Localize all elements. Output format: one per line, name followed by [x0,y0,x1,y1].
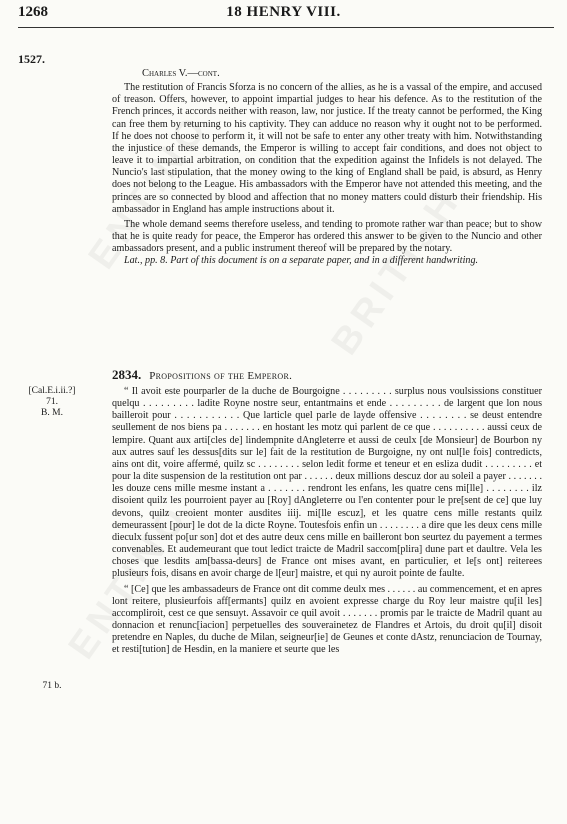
header-rule [18,27,554,28]
side-ref: [Cal.E.i.ii.?] [28,386,76,396]
paragraph: “ [Ce] que les ambassadeurs de France ont dit comme deulx mes . . . . . . au commencement, et en apres lont reitere, plusieurfois aff[ermants] quilz en avoient expresse charge du Roy leur maistre qu[il les] accompliroit, cest ce que sensuyt. Assavoir ce quil avoit . . . . . . . promis par le traicte de Madril quant au donnacion et renunc[iacion] perpetuelles des souverainetez de Flandres et Artois, du droit qu[il] disoit pretendre en Naples, du duche de Milan, seigneur[ie] de Geunes et conte dAstz, renunciacion de Tournay, et resti[tution] de Hesdin, en la maniere et seurte que les [112,583,542,656]
source-note: Lat., pp. 8. Part of this document is on a separate paper, and in a different handwriting. [124,255,479,267]
entry-text [112,386,542,656]
entry-heading: Propositions of the Emperor. [149,370,293,382]
side-ref: 71. [46,397,58,407]
side-references [26,386,78,419]
section-one [112,68,542,268]
paragraph: “ Il avoit este pourparler de la duche de Bourgoigne . . . . . . . . . surplus nous voulsissions constituer quelqu . . . . . . . . . ladite Royne nostre seur, entantmains et ende . . . . . . . . . de largent que lon nous bailleroit pour . . . . . . . . . . . Que larticle quel parle de layde offensive . . . . . . . . se deust entendre seullement de nos biens pa . . . . . . . en hostant les motz qui parlent de ce que . . . . . . . . . . aussi ceux de lempire. Quant aux arti[cles de] lindempnite dAngleterre et aussi de ceulx [de Monsieur] de Bourbon ny aux autres sauf les dessus[dits sur le] fait de la restitution de Burgoigne, ny ont nul[le fois] contredicts, ains ont dit, voire affermé, quilz sc . . . . . . . . selon ledit forme et teneur et en esliza dudit . . . . . . . . . et pour la dite suspension de la restitution ont par . . . . . . deux millions descuz dor au soleil a payer . . . . . . . les douze cens mille mesme instant a . . . . . . . rendront les enfans, les quatre cens mi[lle] . . . . . . . . ilz disoient quilz les pourroient payer au [Roy] dAngleterre ou l'en contenter pour le pre[sent de ce] que luy devons, quilz creoient monter ausdites iiij. mi[lle escuz], et les quatre cens mille restants quilz demeurassent [pour] le dot de la dicte Royne. Toutesfois enfin un . . . . . . . . a dire que les deux cens mille dieculx fussent po[ur son] dot et des autre deux cens mille en bailleront bon seurtez du payement a termes convenables. Et audemeurant que tout ledict traicte de Madril saccom[plira] dune part et daultre. Vela les choses que lesdits am[bassa-deurs] de France ont mises avant, en particulier, et le[s ont] reiterees plusieurs fois, disans en avoir charge de l[eur] maistre, et qui ny auroit pointe de faulte. [112,386,542,580]
entry-number: 2834. [112,367,142,382]
entry-title [112,367,292,383]
running-title: 18 HENRY VIII. [226,4,341,20]
paragraph: The restitution of Francis Sforza is no concern of the allies, as he is a vassal of the empire, and accused of treason. Offers, however, to appoint impartial judges to hear his defence. As to the restitution of the French princes, it accords neither with reason, law, nor justice. If the treaty cannot be performed, the King can free them by returning to his captivity. They can adduce no reason why it ought not to be performed. If he does not choose to perform it, it will not be safe to enter any other treaty with him. Notwithstanding the injustice of these demands, the Emperor is willing to accept fair conditions, and does not object to leave it to impartial arbitration, on condition that the expedition against the Infidels is not delayed. The Nuncio's last stipulation, that the money owing to the king of England shall be paid, is absurd, as Henry does not belong to the League. His ambassadors with the Emperor have not attended this meeting, and the princes are so connected by blood and affection that no money matters could disturb their friendship. His ambassador in England has ample instructions about it. [112,82,542,215]
year-label: 1527. [18,52,45,66]
section-heading: Charles V.—cont. [142,68,220,79]
page-number: 1268 [18,4,48,20]
paragraph: The whole demand seems therefore useless, and tending to promote rather war than peace; but to show that he is quite ready for peace, the Emperor has ordered this answer to be given to the Nuncio and other ambassadors present, and a public instrument thereof will be prepared by the notary. [112,218,542,255]
side-ref: B. M. [41,408,63,418]
side-ref: 71 b. [42,681,62,691]
